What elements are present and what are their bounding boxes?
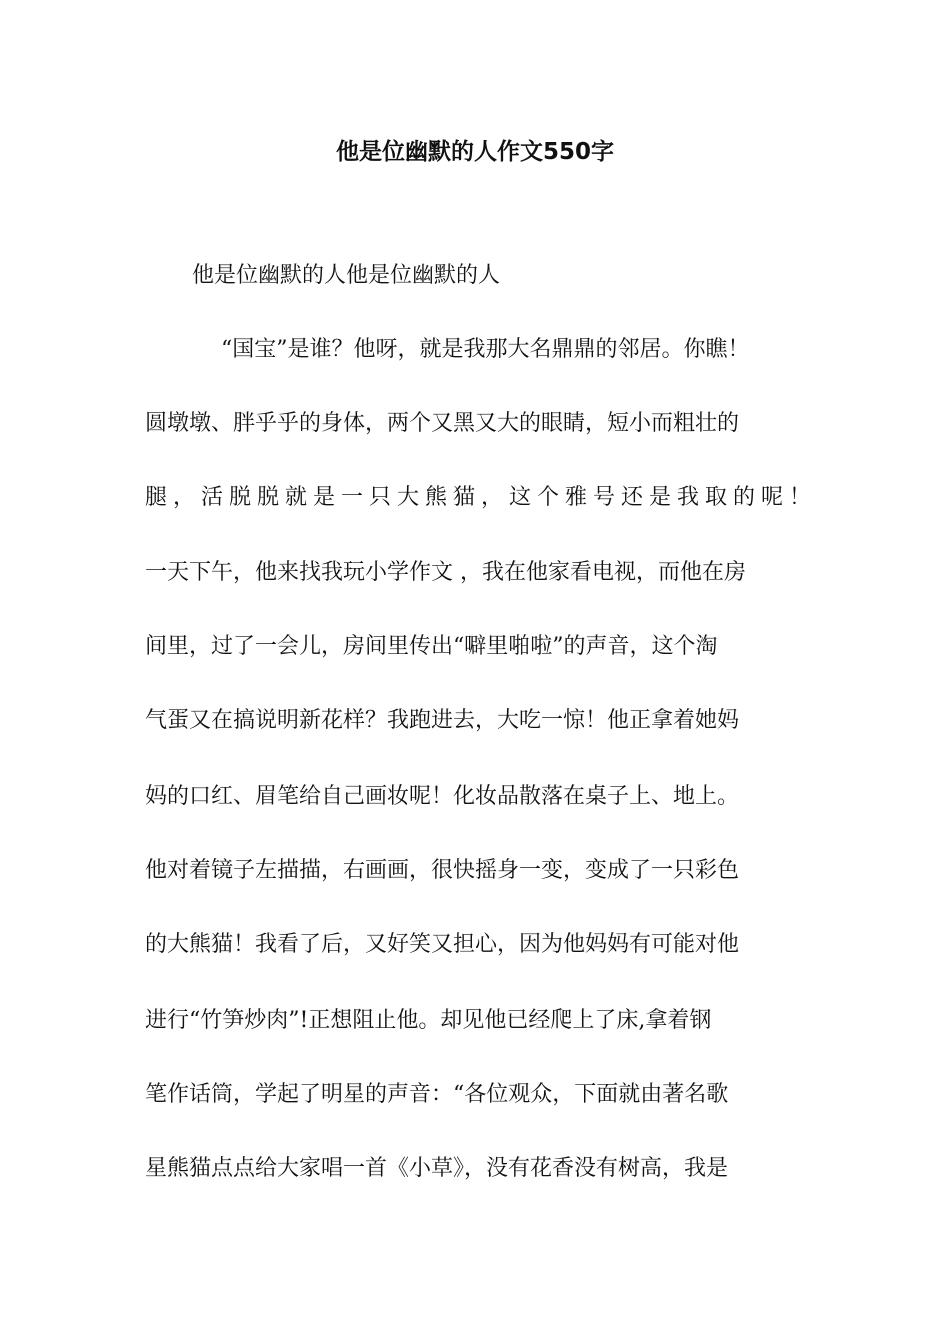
essay-line: 腿，活脱脱就是一只大熊猫，这个雅号还是我取的呢！ xyxy=(145,485,818,510)
essay-line: 他对着镜子左描描，右画画，很快摇身一变，变成了一只彩色 xyxy=(145,858,740,883)
document-title: 他是位幽默的人作文550字 xyxy=(335,139,614,165)
essay-line: 进行“竹笋炒肉”!正想阻止他。却见他已经爬上了床,拿着钢 xyxy=(145,1008,712,1033)
essay-line: 笔作话筒，学起了明星的声音：“各位观众，下面就由著名歌 xyxy=(145,1082,729,1107)
essay-line: 妈的口红、眉笔给自己画妆呢！化妆品散落在桌子上、地上。 xyxy=(145,784,740,809)
essay-line: 星熊猫点点给大家唱一首《小草》，没有花香没有树高，我是 xyxy=(145,1156,729,1181)
essay-line: 的大熊猫！我看了后，又好笑又担心，因为他妈妈有可能对他 xyxy=(145,932,740,957)
essay-line: 圆墩墩、胖乎乎的身体，两个又黑又大的眼睛，短小而粗壮的 xyxy=(145,411,740,436)
essay-line: 气蛋又在搞说明新花样？我跑进去，大吃一惊！他正拿着她妈 xyxy=(145,708,740,733)
document-subtitle: 他是位幽默的人他是位幽默的人 xyxy=(192,263,501,288)
essay-line: 一天下午，他来找我玩小学作文 ，我在他家看电视，而他在房 xyxy=(145,560,746,585)
essay-line: “国宝”是谁？他呀，就是我那大名鼎鼎的邻居。你瞧！ xyxy=(221,337,750,362)
essay-line: 间里，过了一会儿，房间里传出“噼里啪啦”的声音，这个淘 xyxy=(145,634,718,659)
